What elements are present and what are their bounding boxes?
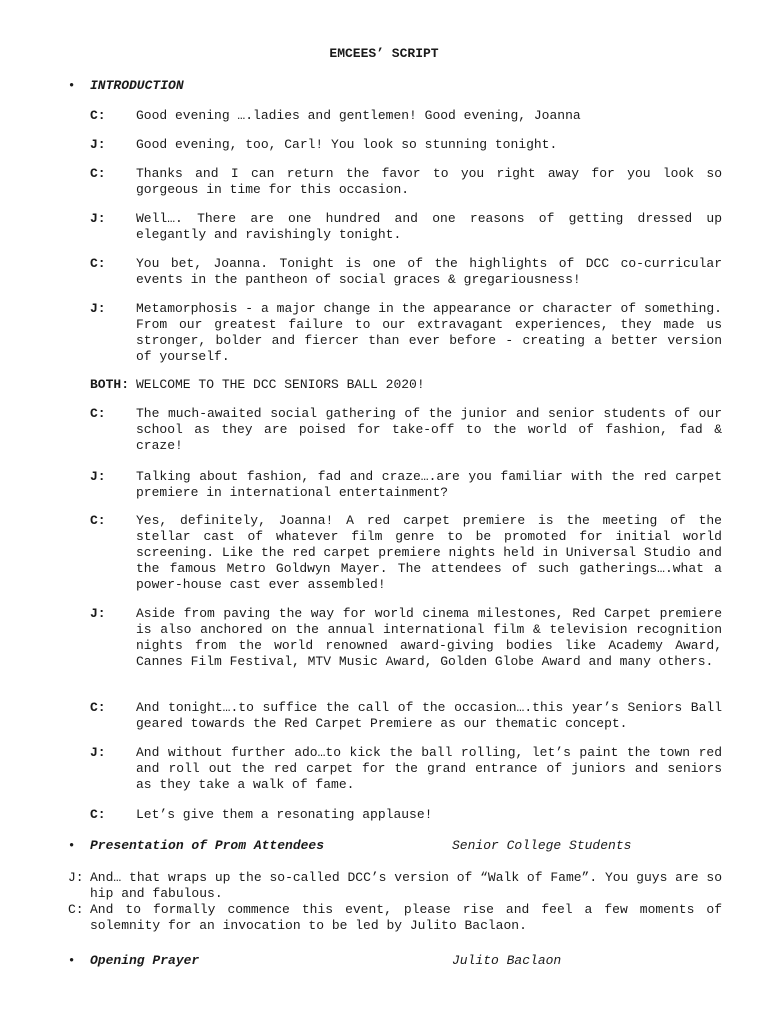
section-heading: Presentation of Prom Attendees	[90, 838, 325, 853]
speaker-label: J:	[90, 137, 106, 152]
dialogue-text: Talking about fashion, fad and craze….are you familiar with the red carpet premiere in international entertainment?	[136, 469, 722, 500]
script-title: EMCEES’ SCRIPT	[329, 46, 439, 61]
dialogue-text: Thanks and I can return the favor to you right away for you look so gorgeous in time for this occasion.	[136, 166, 722, 197]
speaker-label: C:	[90, 807, 106, 822]
dialogue-line	[90, 377, 722, 393]
bullet-icon: •	[68, 954, 76, 968]
bullet-icon: •	[68, 79, 76, 93]
speaker-label: C:	[90, 108, 106, 123]
speaker-label: C:	[90, 166, 106, 181]
section-performer: Julito Baclaon	[452, 953, 562, 968]
dialogue-line	[90, 108, 722, 124]
dialogue-text: Well…. There are one hundred and one reasons of getting dressed up elegantly and ravishingly tonight.	[136, 211, 722, 242]
bullet-icon: •	[68, 839, 76, 853]
dialogue-line	[90, 166, 722, 198]
speaker-label: J:	[90, 606, 106, 621]
dialogue-text: The much-awaited social gathering of the junior and senior students of our school as they are poised for take-off to the world of fashion, fad & craze!	[136, 406, 722, 453]
dialogue-text: Metamorphosis - a major change in the appearance or character of something. From our greatest failure to our extravagant experiences, they made us stronger, bolder and fiercer than ever before - creating a better version of yourself.	[136, 301, 722, 364]
speaker-label: C:	[90, 256, 106, 271]
dialogue-line	[90, 469, 722, 501]
dialogue-line	[68, 870, 722, 902]
speaker-label: C:	[90, 700, 106, 715]
dialogue-text: And to formally commence this event, please rise and feel a few moments of solemnity for an invocation to be led by Julito Baclaon.	[90, 902, 722, 933]
dialogue-text: And without further ado…to kick the ball rolling, let’s paint the town red and roll out the red carpet for the grand entrance of juniors and seniors as they take a walk of fame.	[136, 745, 722, 792]
dialogue-line	[90, 256, 722, 288]
section-heading: Opening Prayer	[90, 953, 200, 968]
dialogue-line	[90, 606, 722, 670]
dialogue-text: Yes, definitely, Joanna! A red carpet premiere is the meeting of the stellar cast of whatever film genre to be promoted for initial world screening. Like the red carpet premiere nights held in Universal Studio and the famous Metro Goldwyn Mayer. The attendees of such gatherings….what a power-house cast ever assembled!	[136, 513, 722, 592]
dialogue-line	[90, 137, 722, 153]
dialogue-text: Good evening ….ladies and gentlemen! Good evening, Joanna	[136, 108, 581, 123]
section-presentation	[68, 838, 632, 853]
section-opening-prayer	[68, 953, 562, 968]
speaker-label: BOTH:	[90, 377, 130, 392]
section-introduction	[68, 78, 184, 93]
speaker-label: J:	[90, 211, 106, 226]
speaker-label: J:	[90, 301, 106, 316]
speaker-label: J:	[68, 870, 84, 885]
speaker-label: C:	[68, 902, 84, 917]
dialogue-text: You bet, Joanna. Tonight is one of the highlights of DCC co-curricular events in the pantheon of social graces & gregariousness!	[136, 256, 722, 287]
dialogue-line	[68, 902, 722, 934]
dialogue-text: Good evening, too, Carl! You look so stunning tonight.	[136, 137, 558, 152]
dialogue-line	[90, 807, 722, 823]
dialogue-line	[90, 745, 722, 793]
speaker-label: C:	[90, 513, 106, 528]
speaker-label: C:	[90, 406, 106, 421]
speaker-label: J:	[90, 745, 106, 760]
dialogue-text: Aside from paving the way for world cinema milestones, Red Carpet premiere is also anchored on the annual international film & television recognition nights from the world renowned award-giving bodies like Academy Award, Cannes Film Festival, MTV Music Award, Golden Globe Award and many others.	[136, 606, 722, 669]
dialogue-line	[90, 406, 722, 454]
dialogue-text: And… that wraps up the so-called DCC’s version of “Walk of Fame”. You guys are so hip and fabulous.	[90, 870, 722, 901]
dialogue-line	[90, 211, 722, 243]
dialogue-text: And tonight….to suffice the call of the occasion….this year’s Seniors Ball geared towards the Red Carpet Premiere as our thematic concept.	[136, 700, 722, 731]
dialogue-line	[90, 301, 722, 365]
dialogue-line	[90, 513, 722, 593]
dialogue-text: WELCOME TO THE DCC SENIORS BALL 2020!	[136, 377, 425, 392]
dialogue-line	[90, 700, 722, 732]
section-heading: INTRODUCTION	[90, 78, 184, 93]
speaker-label: J:	[90, 469, 106, 484]
dialogue-text: Let’s give them a resonating applause!	[136, 807, 433, 822]
section-performer: Senior College Students	[452, 838, 632, 853]
